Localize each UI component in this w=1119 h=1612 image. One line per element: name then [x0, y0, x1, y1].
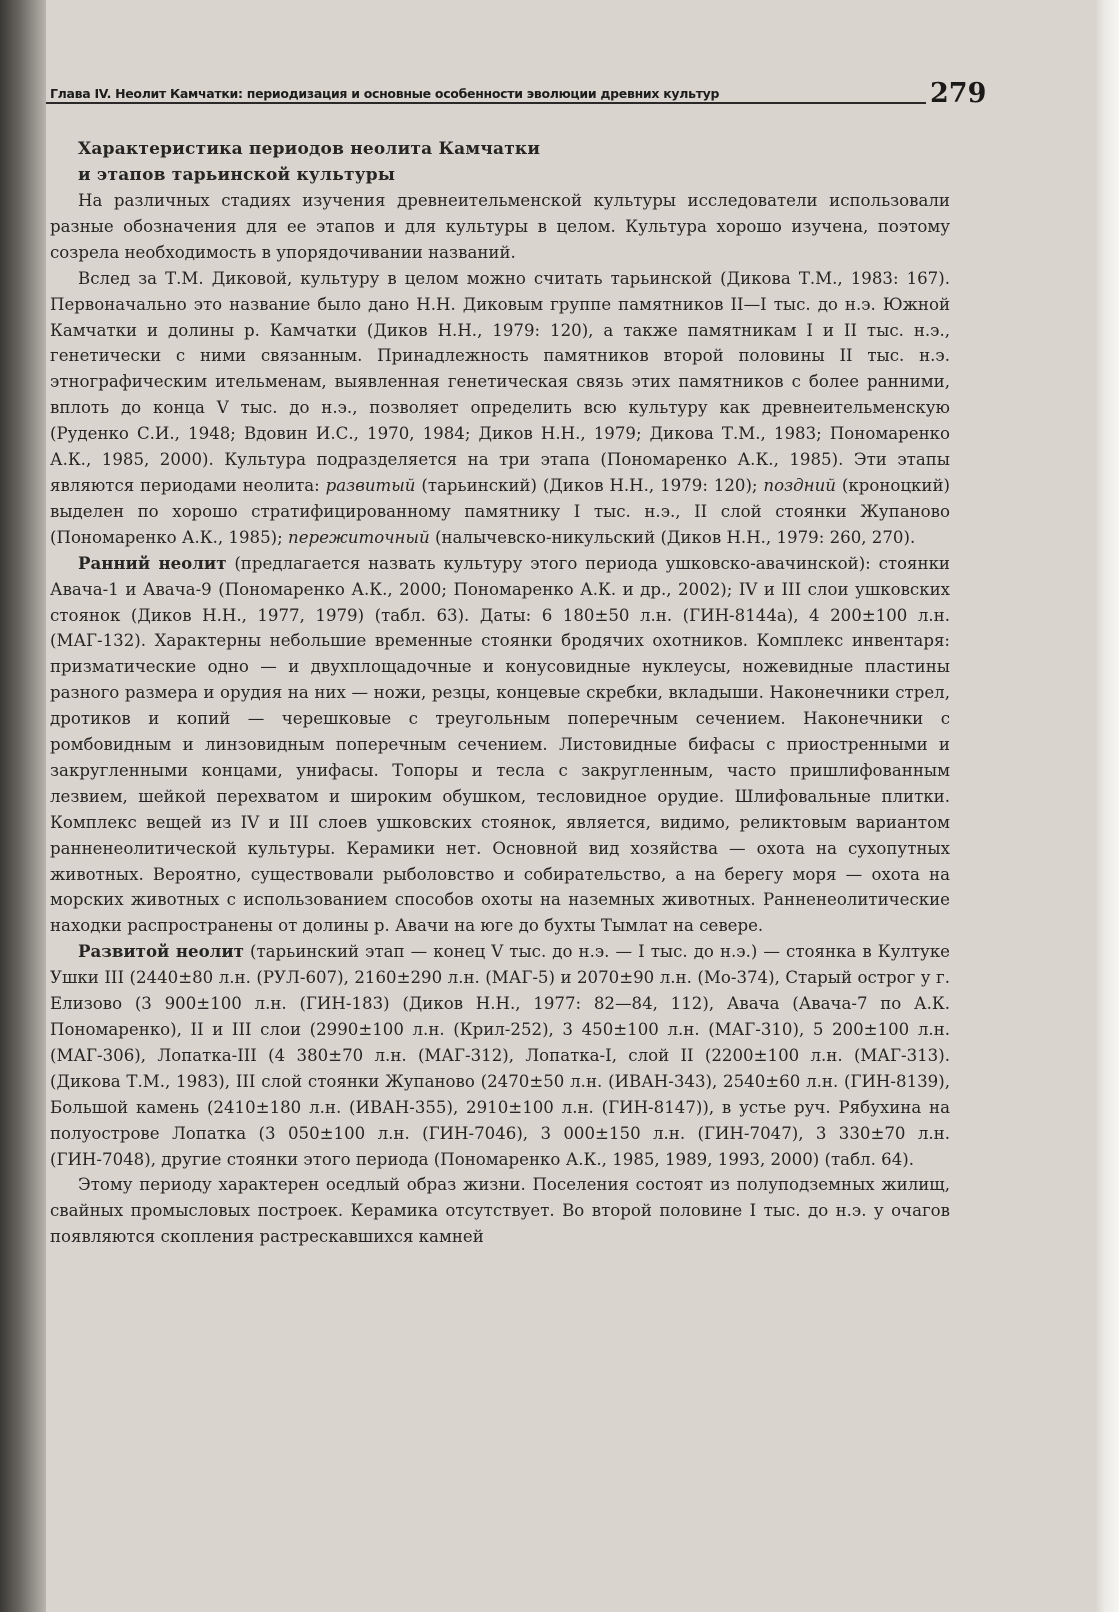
term-developed: развитый: [325, 475, 416, 495]
paragraph-2-end: (налычевско-никульский (Диков Н.Н., 1979: 260, 270).: [434, 527, 916, 547]
book-page: [46, 0, 1095, 1612]
page-body: [50, 136, 950, 1250]
term-developed-neolithic: Развитой неолит: [78, 941, 244, 962]
running-title: Глава IV. Неолит Камчатки: периодизация и основные особенности эволюции древних культур: [50, 86, 720, 101]
paragraph-3-text: (предлагается назвать культуру этого периода ушковско-авачинской): стоянки Авача-1 и Авача-9 (Пономаренко А.К., 2000; Пономаренко А.К. и др., 2002); IV и III слои ушковских стоянок (Диков Н.Н., 1977, 1979) (табл. 63). Даты: 6 180±50 л.н. (ГИН-8144а), 4 200±100 л.н. (МАГ-132). Характерны небольшие временные стоянки бродячих охотников. Комплекс инвентаря: призматические одно — и двухплощадочные и конусовидные нуклеусы, ножевидные пластины разного размера и орудия на них — ножи, резцы, концевые скребки, вкладыши. Наконечники стрел, дротиков и копий — черешковые с треугольным поперечным сечением. Наконечники с ромбовидным и линзовидным поперечным сечением. Листовидные бифасы с приостренными и закругленными концами, унифасы. Топоры и тесла с закругленным, часто пришлифованным лезвием, шейкой перехватом и широким обушком, тесловидное орудие. Шлифовальные плитки. Комплекс вещей из IV и III слоев ушковских стоянок, является, видимо, реликтовым вариантом ранненеолитической культуры. Керамики нет. Основной вид хозяйства — охота на сухопутных животных. Вероятно, существовали рыболовство и собирательство, а на берегу моря — охота на морских животных с использованием способов охоты на наземных животных. Ранненеолитические находки распространены от долины р. Авачи на юге до бухты Тымлат на севере.: [50, 553, 950, 936]
paragraph-4: [50, 939, 950, 1172]
page-edge: [1095, 0, 1119, 1612]
section-heading-line2: и этапов тарьинской культуры: [78, 165, 396, 185]
paragraph-2-mid1: (тарьинский) (Диков Н.Н., 1979: 120);: [421, 475, 758, 495]
term-residual: пережиточный: [288, 527, 430, 547]
paragraph-2-mid2: (кроноцкий) выделен по хорошо стратифицированному памятнику I тыс. н.э., II слой стоянки Жупаново (Пономаренко А.К., 1985);: [50, 475, 951, 547]
paragraph-1: На различных стадиях изучения древнеительменской культуры исследователи использовали разные обозначения для ее этапов и для культуры в целом. Культура хорошо изучена, поэтому созрела необходимость в упорядочивании названий.: [50, 191, 950, 262]
paragraph-5: Этому периоду характерен оседлый образ жизни. Поселения состоят из полуподземных жилищ, свайных промысловых построек. Керамика отсутствует. Во второй половине I тыс. до н.э. у очагов появляются скопления растрескавшихся камней: [50, 1175, 950, 1247]
paragraph-3: [50, 551, 950, 940]
term-late: поздний: [763, 475, 836, 495]
book-gutter-shadow: [0, 0, 46, 1612]
term-early-neolithic: Ранний неолит: [78, 552, 227, 573]
paragraph-2-text: Вслед за Т.М. Диковой, культуру в целом можно считать тарьинской (Дикова Т.М., 1983: 167). Первоначально это название было дано Н.Н. Диковым группе памятников II—I тыс. до н.э. Южной Камчатки и долины р. Камчатки (Диков Н.Н., 1979: 120), а также памятникам I и II тыс. н.э., генетически с ними связанным. Принадлежность памятников второй половины II тыс. н.э. этнографическим ительменам, выявленная генетическая связь этих памятников с более ранними, вплоть до конца V тыс. до н.э., позволяет определить всю культуру как древнеительменскую (Руденко С.И., 1948; Вдовин И.С., 1970, 1984; Диков Н.Н., 1979; Дикова Т.М., 1983; Пономаренко А.К., 1985, 2000). Культура подразделяется на три этапа (Пономаренко А.К., 1985). Эти этапы являются периодами неолита:: [50, 268, 950, 495]
page-number: 279: [930, 78, 987, 109]
section-heading-line1: Характеристика периодов неолита Камчатки: [78, 139, 541, 159]
paragraph-2: [50, 266, 950, 551]
paragraph-4-text: (тарьинский этап — конец V тыс. до н.э. — I тыс. до н.э.) — стоянка в Култуке Ушки III (2440±80 л.н. (РУЛ-607), 2160±290 л.н. (МАГ-5) и 2070±90 л.н. (Мо-374), Старый острог у г. Елизово (3 900±100 л.н. (ГИН-183) (Диков Н.Н., 1977: 82—84, 112), Авача (Авача-7 по А.К. Пономаренко), II и III слои (2990±100 л.н. (Крил-252), 3 450±100 л.н. (МАГ-310), 5 200±100 л.н. (МАГ-306), Лопатка-III (4 380±70 л.н. (МАГ-312), Лопатка-I, слой II (2200±100 л.н. (МАГ-313). (Дикова Т.М., 1983), III слой стоянки Жупаново (2470±50 л.н. (ИВАН-343), 2540±60 л.н. (ГИН-8139), Большой камень (2410±180 л.н. (ИВАН-355), 2910±100 л.н. (ГИН-8147)), в устье руч. Рябухина на полуострове Лопатка (3 050±100 л.н. (ГИН-7046), 3 000±150 л.н. (ГИН-7047), 3 330±70 л.н. (ГИН-7048), другие стоянки этого периода (Пономаренко А.К., 1985, 1989, 1993, 2000) (табл. 64).: [50, 942, 951, 1169]
header-rule: [46, 102, 926, 104]
running-header: [46, 78, 987, 109]
